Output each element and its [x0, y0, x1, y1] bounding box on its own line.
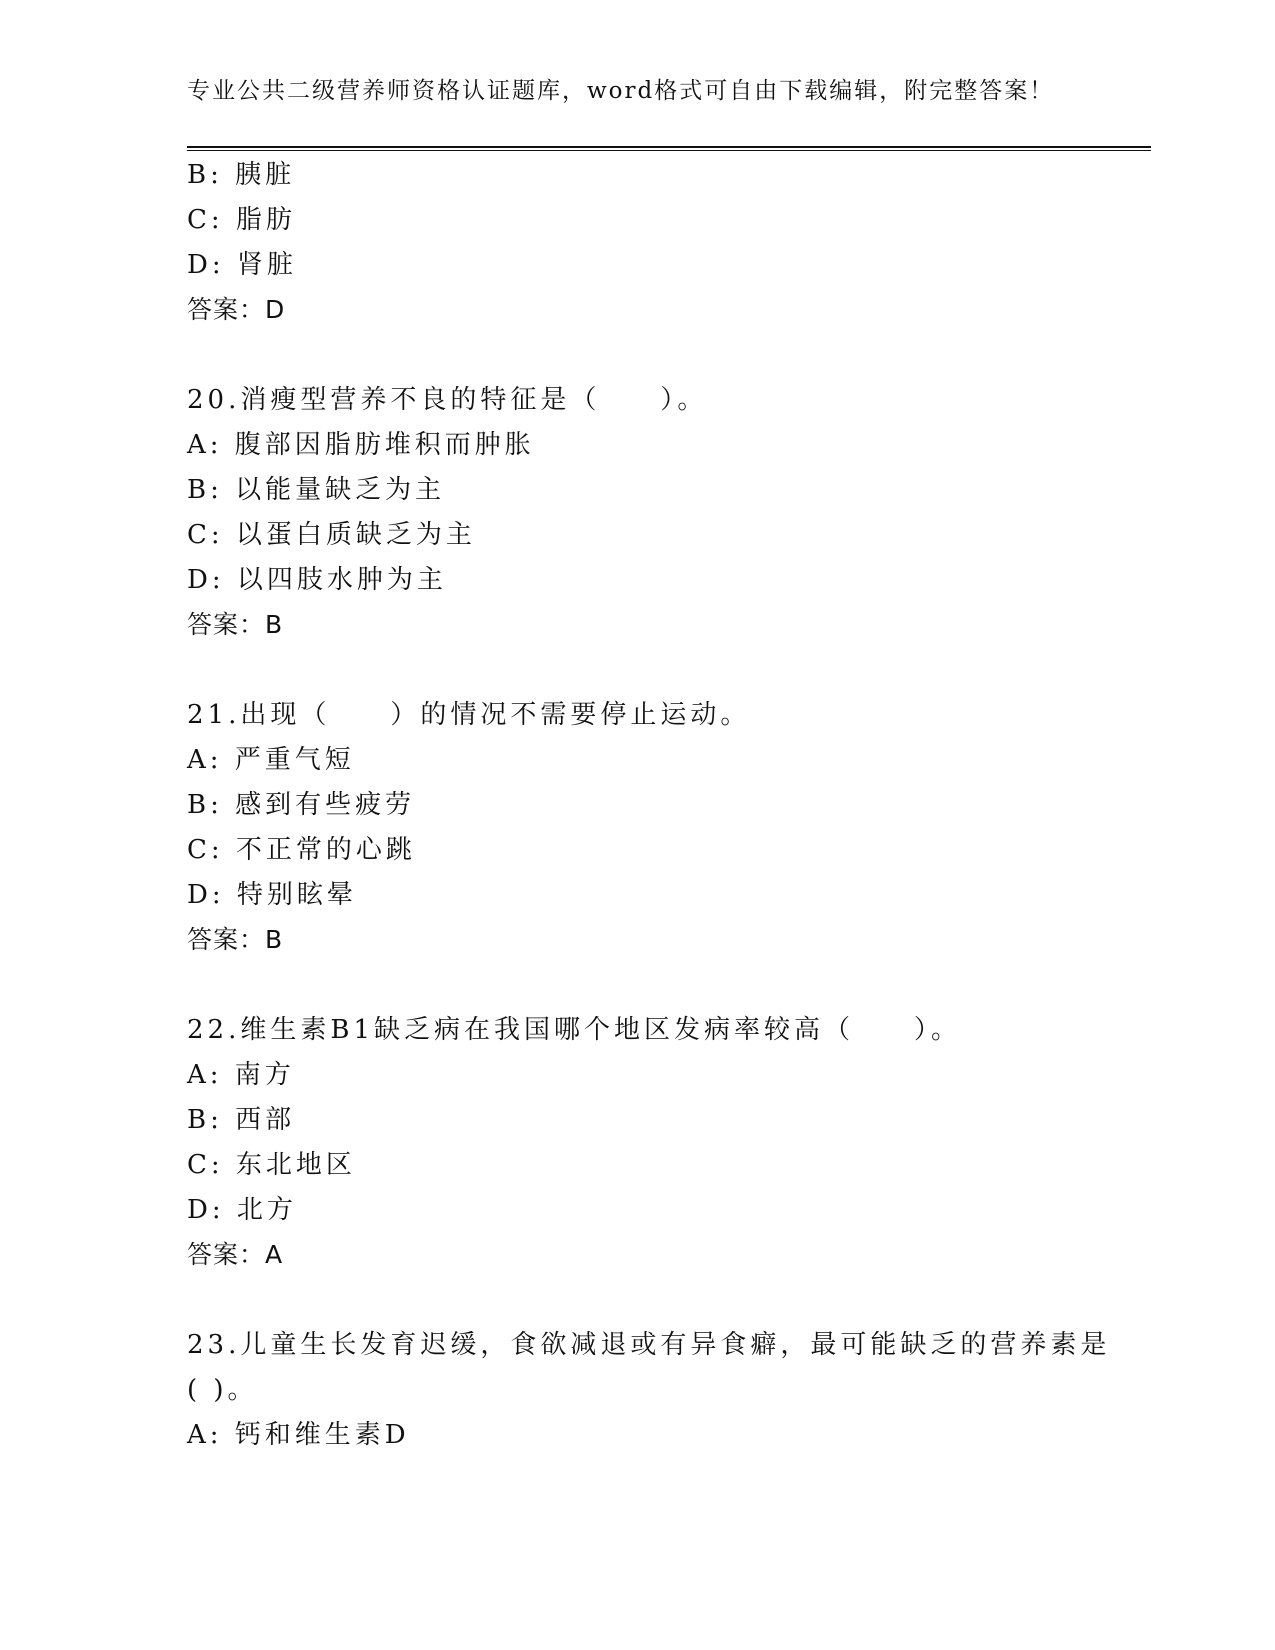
answer-line: 答案：B [187, 610, 284, 639]
option-line: B: 以能量缺乏为主 [187, 475, 446, 505]
option-line: D: 肾脏 [187, 250, 297, 280]
option-line: D: 北方 [187, 1195, 297, 1225]
option-line: B: 胰脏 [187, 160, 296, 190]
option-line: B: 感到有些疲劳 [187, 790, 416, 820]
page-header-text: 专业公共二级营养师资格认证题库，word格式可自由下载编辑，附完整答案！ [187, 78, 1055, 104]
option-line: C: 东北地区 [187, 1150, 356, 1180]
option-line: B: 西部 [187, 1105, 296, 1135]
option-line: D: 特别眩晕 [187, 880, 357, 910]
option-line: C: 不正常的心跳 [187, 835, 416, 865]
header-divider [187, 146, 1151, 151]
question-line: 20.消瘦型营养不良的特征是（ ）。 [187, 385, 708, 415]
question-line: 22.维生素B1缺乏病在我国哪个地区发病率较高（ ）。 [187, 1015, 961, 1045]
option-line: A: 南方 [187, 1060, 295, 1090]
option-line: C: 脂肪 [187, 205, 296, 235]
question-line: 23.儿童生长发育迟缓，食欲减退或有异食癖，最可能缺乏的营养素是 [187, 1330, 1111, 1360]
option-line: A: 腹部因脂肪堆积而肿胀 [187, 430, 535, 460]
option-line: A: 严重气短 [187, 745, 355, 775]
answer-line: 答案：A [187, 1240, 284, 1269]
answer-line: 答案：B [187, 925, 284, 954]
question-line-continuation: ( )。 [187, 1375, 258, 1405]
question-line: 21.出现（ ）的情况不需要停止运动。 [187, 700, 751, 730]
option-line: D: 以四肢水肿为主 [187, 565, 447, 595]
option-line: C: 以蛋白质缺乏为主 [187, 520, 476, 550]
option-line: A: 钙和维生素D [187, 1420, 410, 1450]
answer-line: 答案：D [187, 295, 286, 324]
